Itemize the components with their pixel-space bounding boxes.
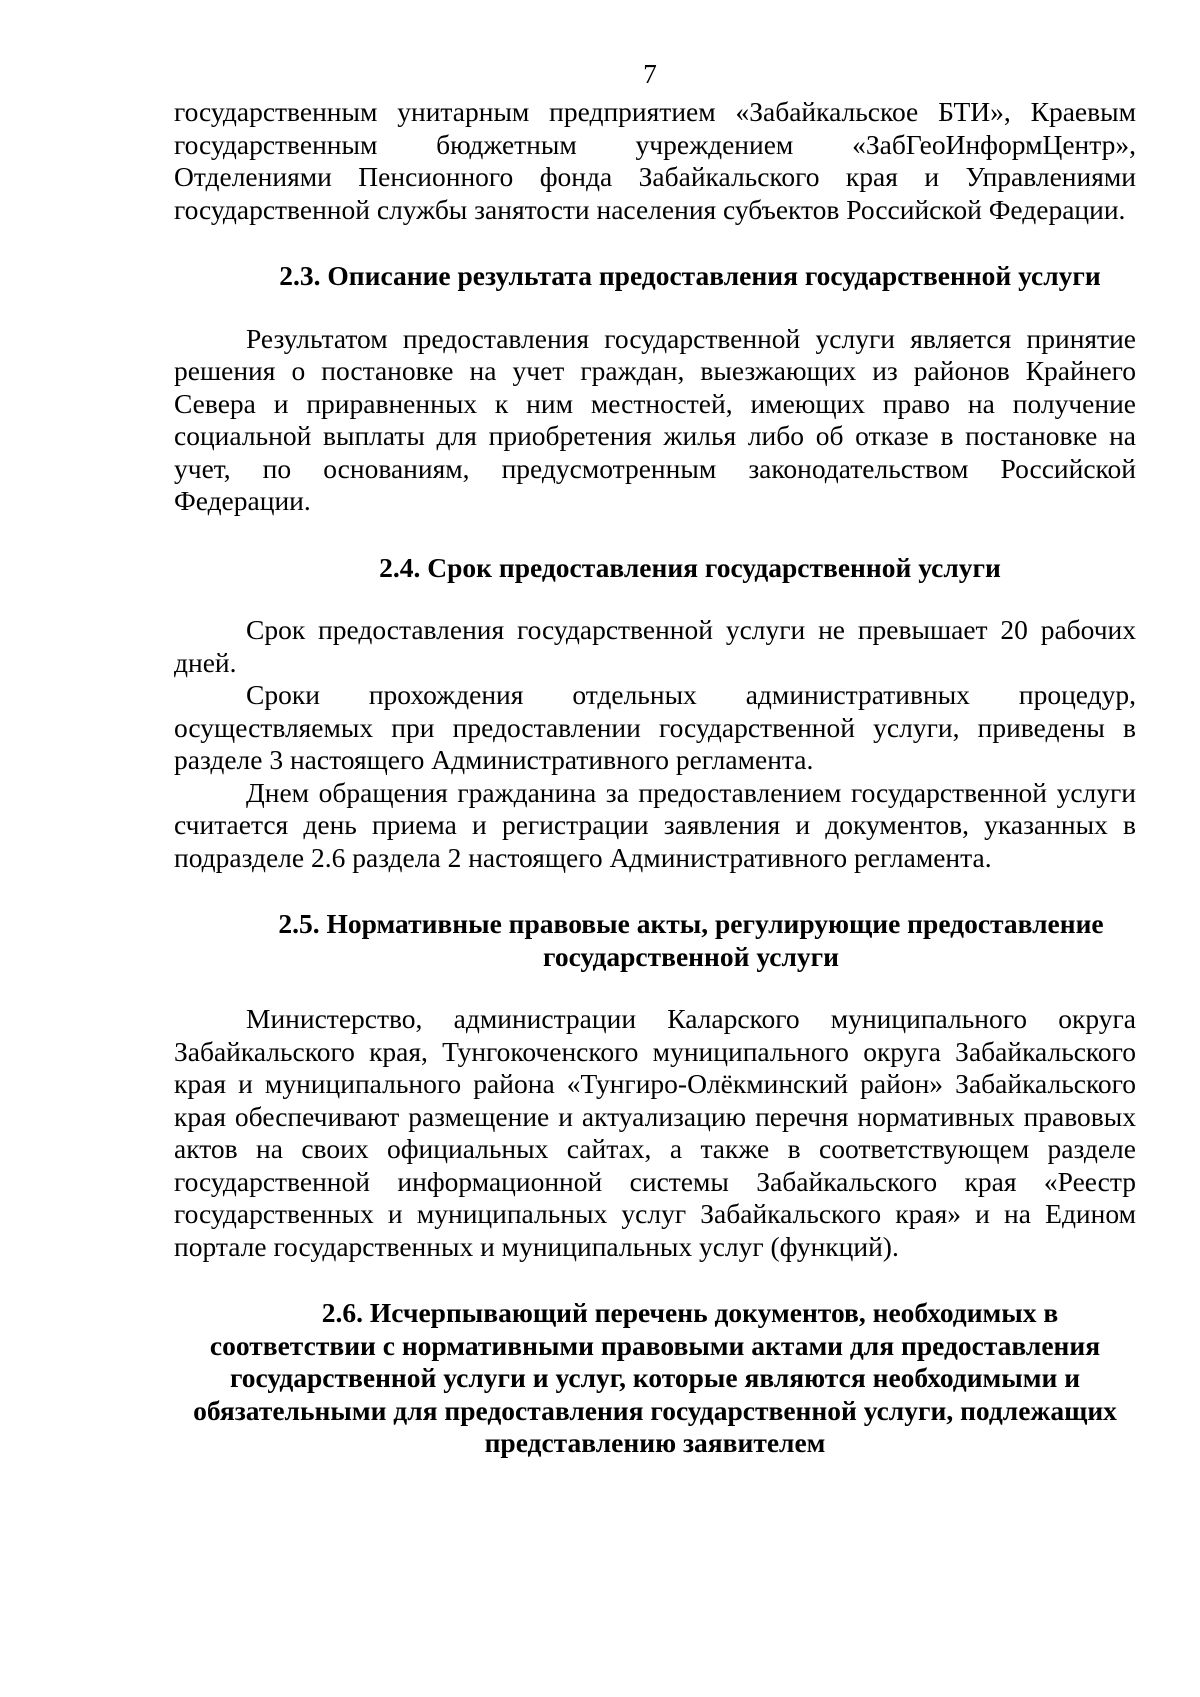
section-2-5-heading-line1: 2.5. Нормативные правовые акты, регулирующие предоставление [278, 908, 1104, 939]
section-2-4-heading: 2.4. Срок предоставления государственной услуги [379, 551, 1001, 583]
page-content [174, 96, 1136, 1460]
section-2-4-paragraph-2: Сроки прохождения отдельных административных процедур, осуществляемых при предоставлении государственной услуги, приведены в разделе 3 настоящего Административного регламента. [174, 679, 1136, 775]
section-2-6-heading [174, 1297, 1136, 1460]
intro-paragraph: государственным унитарным предприятием «Забайкальское БТИ», Краевым государственным бюджетным учреждением «ЗабГеоИнформЦентр», Отделениями Пенсионного фонда Забайкальского края и Управлениями государственной службы занятости населения субъектов Российской Федерации. [174, 96, 1136, 225]
section-2-3-heading: 2.3. Описание результата предоставления государственной услуги [279, 260, 1101, 291]
section-2-6-heading-line1: 2.6. Исчерпывающий перечень документов, необходимых в [321, 1297, 1059, 1328]
section-2-5-heading [174, 908, 1136, 973]
section-2-3-paragraph: Результатом предоставления государственной услуги является принятие решения о постановке на учет граждан, выезжающих из районов Крайнего Севера и приравненных к ним местностей, имеющих право на получение социальной выплаты для приобретения жилья либо об отказе в постановке на учет, по основаниям, предусмотренным законодательством Российской Федерации. [174, 322, 1136, 516]
section-2-4-paragraph-3: Днем обращения гражданина за предоставлением государственной услуги считается день приема и регистрации заявления и документов, указанных в подразделе 2.6 раздела 2 настоящего Административного регламента. [174, 776, 1136, 873]
section-2-4-paragraph-1: Срок предоставления государственной услуги не превышает 20 рабочих дней. [174, 614, 1136, 678]
section-2-5-paragraph: Министерство, администрации Каларского муниципального округа Забайкальского края, Тунгокоченского муниципального округа Забайкальского края и муниципального района «Тунгиро-Олёкминский район» Забайкальского края обеспечивают размещение и актуализацию перечня нормативных правовых актов на своих официальных сайтах, а также в соответствующем разделе государственной информационной системы Забайкальского края «Реестр государственных и муниципальных услуг Забайкальского края» и на Едином портале государственных и муниципальных услуг (функций). [174, 1003, 1136, 1262]
page-number: 7 [643, 58, 657, 89]
section-2-5-heading-line2: государственной услуги [543, 940, 839, 972]
section-2-6-heading-rest: соответствии с нормативными правовыми актами для предоставления государственной услуги и услуг, которые являются необходимыми и обязательными для предоставления государственной услуги, подлежащих представлению заявителем [193, 1329, 1117, 1458]
